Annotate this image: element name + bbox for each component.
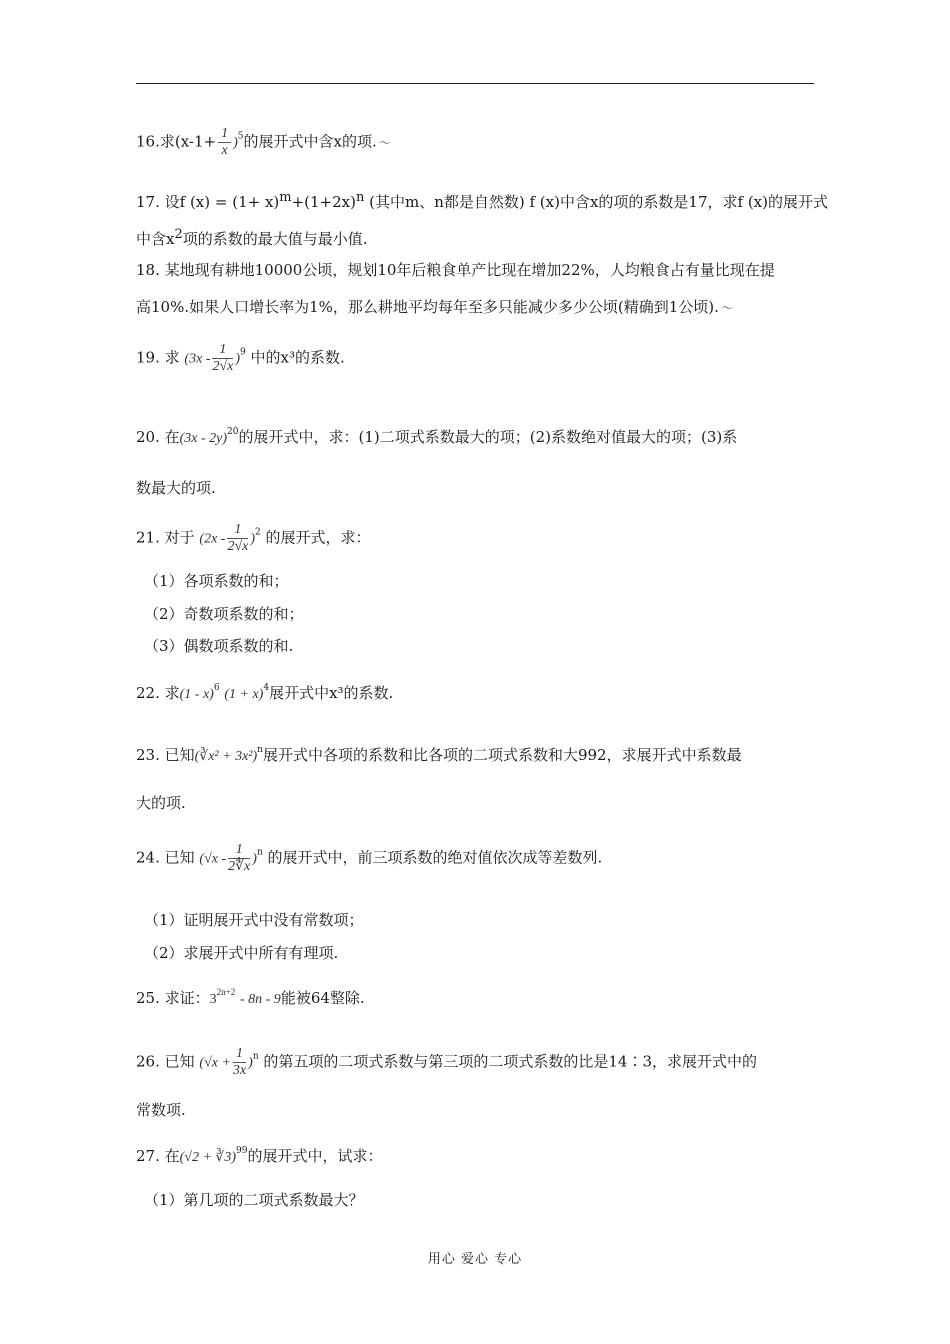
q16-expr: (x-1+ (174, 132, 217, 151)
frac-denominator: x (221, 143, 228, 158)
q24-text: 的展开式中，前三项系数的绝对值依次成等差数列. (267, 848, 603, 867)
frac-denominator: 2√x (227, 539, 249, 554)
question-18-line-1: 18. 某地现有耕地10000公顷，规划10年后粮食单产比现在增加22%，人均粮食占有量比现在提 (136, 261, 775, 279)
question-23-line-1 (136, 740, 742, 767)
question-number: 23. 已知 (136, 746, 195, 764)
q25-text: 能被64整除. (280, 989, 365, 1007)
q25-expr: - 8n - 9 (239, 992, 281, 1007)
q17-text-d: 中含x (136, 230, 175, 248)
question-20-line-2: 数最大的项. (136, 479, 216, 497)
question-25 (136, 982, 365, 1010)
frac-numerator: 1 (227, 522, 248, 539)
scribble-mark-icon: 〜 (378, 135, 391, 150)
q23-text: 展开式中各项的系数和比各项的二项式系数和大992，求展开式中系数最 (262, 746, 742, 764)
frac-denominator: 2√x (212, 359, 234, 374)
q27-text: 的展开式中，试求： (247, 1147, 383, 1165)
question-17-line-1 (136, 188, 828, 212)
question-18-line-2 (136, 297, 733, 318)
q27-expr: (√2 + ∛3) (179, 1150, 237, 1165)
q19-text: 中的x³的系数. (250, 348, 345, 367)
question-21: 21. 对于 (2x - $\frac{1}{2√x}$ )$^2$ 的展开式，求： (136, 522, 371, 554)
question-number: 26. 已知 (136, 1052, 195, 1071)
q24-fraction (228, 842, 250, 875)
question-22 (136, 678, 393, 705)
q20-text: 的展开式中，求：(1)二项式系数最大的项；(2)系数绝对值最大的项；(3)系 (238, 428, 738, 446)
frac-numerator: 1 (218, 126, 231, 143)
question-26-line-1: 26. 已知 (√x + $\frac{1}{3x}$ )$^n$ 的第五项的二项式系数与第三项的二项式系数的比是14∶3，求展开式中的 (136, 1046, 758, 1078)
q16-text: 的展开式中含x的项. (243, 132, 377, 151)
q22-power-2: 4 (263, 683, 270, 693)
q26-text: 的第五项的二项式系数与第三项的二项式系数的比是14∶3，求展开式中的 (263, 1052, 758, 1071)
frac-numerator: 1 (212, 342, 233, 359)
q25-base: 3 (209, 992, 217, 1007)
question-24: 24. 已知 (√x - $\frac{1}{2∜x}$ )$^n$ 的展开式中，前三项系数的绝对值依次成等差数列. (136, 842, 603, 874)
question-number: 20. 在 (136, 428, 180, 446)
question-20-line-1 (136, 422, 737, 449)
frac-numerator: 1 (233, 1046, 246, 1063)
q22-expr-1: (1 - x) (179, 687, 214, 702)
q20-power: 20 (227, 427, 239, 437)
q23-power: n (257, 745, 263, 755)
question-number: 16. (136, 132, 160, 151)
question-number: 22. 求 (136, 684, 180, 702)
q24-power: n (256, 847, 263, 858)
q24-item-1: （1）证明展开式中没有常数项； (144, 911, 364, 929)
q27-item-1: （1）第几项的二项式系数最大？ (144, 1191, 364, 1209)
question-27 (136, 1141, 382, 1168)
q26-power: n (252, 1051, 259, 1062)
q16-prefix: 求 (159, 132, 175, 151)
question-number: 19. 求 (136, 348, 180, 367)
q20-expr: (3x - 2y) (179, 431, 228, 446)
frac-denominator: 3x (232, 1063, 247, 1078)
q18-text: 高10%.如果人口增长率为1%，那么耕地平均每年至多只能减少多少公顷(精确到1公顷). (136, 298, 719, 316)
q21-item-3: （3）偶数项系数的和. (144, 637, 294, 655)
q26-expr: (√x + (199, 1055, 231, 1071)
header-rule (136, 83, 814, 84)
q21-fraction (227, 522, 248, 555)
q21-expr: (2x - (199, 531, 226, 547)
question-16 (136, 126, 391, 159)
scribble-mark-icon: 〜 (720, 301, 733, 315)
q17-text-b: +(1+2x) (291, 193, 356, 211)
q16-power: 5 (237, 131, 244, 142)
q16-fraction (218, 126, 231, 159)
q19-expr: (3x - (184, 351, 211, 367)
question-number: 21. 对于 (136, 528, 195, 547)
q16-close: ) (233, 135, 238, 151)
q24-item-2: （2）求展开式中所有有理项. (144, 944, 339, 962)
q19-fraction (212, 342, 233, 375)
q17-exp-2: 2 (174, 227, 183, 242)
q24-expr: (√x - (199, 851, 227, 867)
q21-item-1: （1）各项系数的和； (144, 572, 289, 590)
q17-text-e: 项的系数的最大值与最小值. (182, 230, 368, 248)
q22-expr-2: (1 + x) (224, 687, 264, 702)
q27-power: 99 (236, 1146, 248, 1156)
q19-power: 9 (240, 347, 246, 358)
frac-numerator: 1 (228, 842, 250, 859)
question-26-line-2: 常数项. (136, 1101, 186, 1119)
question-17-line-2 (136, 225, 368, 249)
q25-power: 2n+2 (216, 987, 236, 997)
question-number: 24. 已知 (136, 848, 195, 867)
q17-exp-n: n (355, 190, 365, 205)
frac-denominator: 2∜x (228, 859, 251, 874)
question-number: 27. 在 (136, 1147, 180, 1165)
q26-fraction (233, 1046, 246, 1079)
q23-expr: (∛x² + 3x²) (194, 749, 258, 764)
q21-power: 2 (255, 527, 261, 538)
q22-power-1: 6 (213, 683, 220, 693)
question-19: 19. 求 (3x - $\frac{1}{2√x}$ )$^9$ 中的x³的系数. (136, 342, 345, 374)
q21-text: 的展开式，求： (265, 528, 371, 547)
q17-text-c: (其中m、n都是自然数) f (x)中含x的项的系数是17，求f (x)的展开式 (364, 193, 828, 211)
q21-item-2: （2）奇数项系数的和； (144, 605, 304, 623)
page-footer: 用心 爱心 专心 (427, 1252, 523, 1267)
q22-text: 展开式中x³的系数. (269, 684, 394, 702)
q17-text-a: 17. 设f (x) = (1+ x) (136, 193, 280, 211)
question-number: 25. 求证： (136, 989, 210, 1007)
q17-exp-m: m (279, 190, 292, 205)
question-23-line-2: 大的项. (136, 794, 186, 812)
